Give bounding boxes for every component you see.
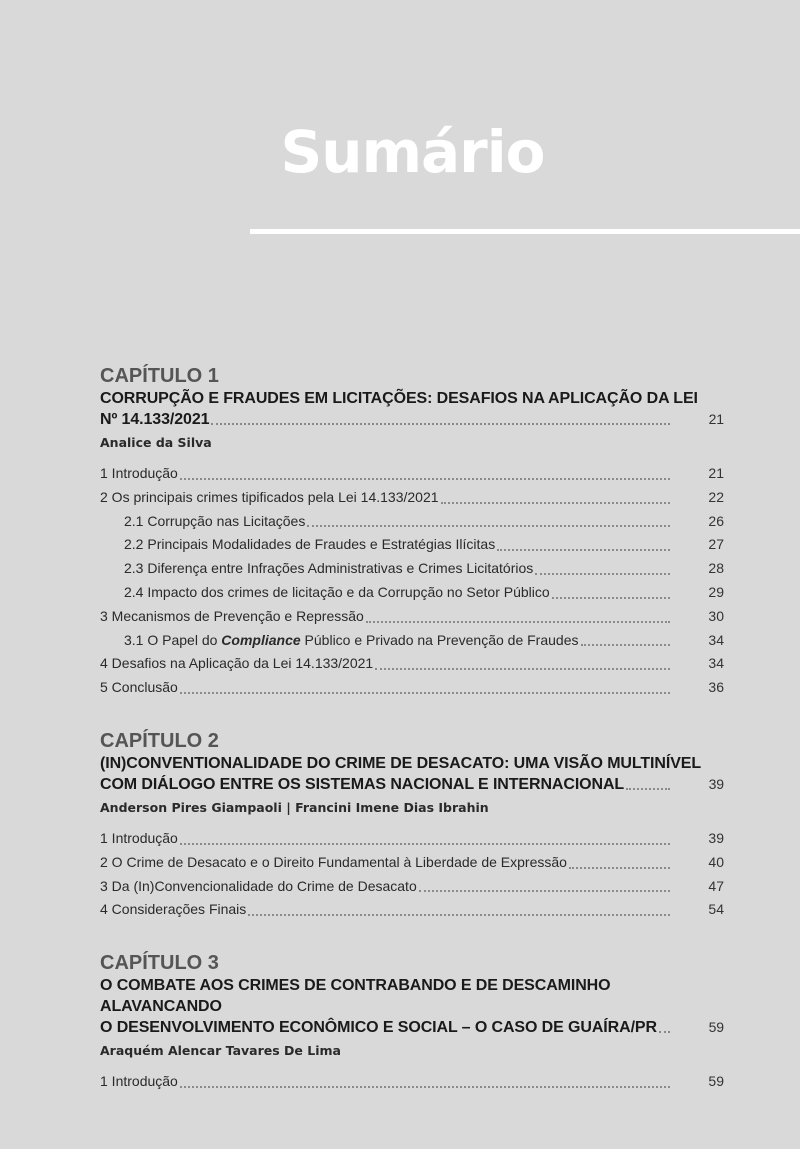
page-number: 34 [708,631,724,648]
leader-dots [626,788,670,790]
toc-entry-text: 3 Da (In)Convencionalidade do Crime de Desacato [100,877,417,894]
table-of-contents [100,364,724,1123]
leader-dots [307,525,670,527]
leader-dots [248,914,670,916]
chapter-2 [100,729,724,922]
leader-dots [180,1086,670,1088]
leader-dots [535,573,670,575]
leader-dots [581,644,671,646]
toc-subentry[interactable] [100,557,724,581]
toc-entry[interactable] [100,1070,724,1094]
toc-entry-text-pre: 3.1 O Papel do [124,631,222,648]
leader-dots [441,502,670,504]
toc-entry[interactable] [100,486,724,510]
toc-subentry[interactable] [100,581,724,605]
toc-subentry[interactable] [100,533,724,557]
chapter-title-continued[interactable] [100,774,724,795]
toc-entry-text: 1 Introdução [100,829,178,846]
leader-dots [180,692,670,694]
toc-entry-text: 2.4 Impacto dos crimes de licitação e da Corrupção no Setor Público [124,583,550,600]
page-number: 59 [708,1019,724,1036]
leader-dots [180,843,670,845]
page-number: 36 [708,679,724,696]
page-title: Sumário [280,118,545,186]
chapter-title[interactable] [100,753,724,774]
toc-entry-text: 2 Os principais crimes tipificados pela Lei 14.133/2021 [100,488,439,505]
toc-entry-text [124,629,579,653]
toc-entry-text: 4 Desafios na Aplicação da Lei 14.133/2021 [100,655,374,672]
chapter-label: CAPÍTULO 2 [100,729,219,752]
toc-subentry[interactable] [100,510,724,534]
toc-entry[interactable] [100,676,724,700]
chapter-title-line: Nº 14.133/2021 [100,411,210,428]
chapter-title-continued[interactable] [100,409,724,430]
chapter-title[interactable] [100,388,724,409]
page-number: 26 [708,512,724,529]
page-number: 21 [708,465,724,481]
chapter-1 [100,364,724,700]
chapter-title-continued[interactable] [100,1017,724,1038]
chapter-title-line: O COMBATE AOS CRIMES DE CONTRABANDO E DE DESCAMINHO ALAVANCANDO [100,977,611,1016]
page-number: 21 [708,411,724,427]
chapter-title-line: O DESENVOLVIMENTO ECONÔMICO E SOCIAL – O CASO DE GUAÍRA/PR [100,1019,657,1037]
toc-entry-text: 2 O Crime de Desacato e o Direito Fundamental à Liberdade de Expressão [100,853,567,870]
chapter-title-line: COM DIÁLOGO ENTRE OS SISTEMAS NACIONAL E INTERNACIONAL [100,775,625,793]
page-number: 59 [708,1073,724,1090]
chapter-authors: Araquém Alencar Tavares De Lima [100,1043,341,1059]
chapter-authors: Analice da Silva [100,435,212,450]
toc-entry[interactable] [100,605,724,629]
toc-subentry[interactable] [100,629,724,653]
leader-dots [419,890,670,892]
toc-entry[interactable] [100,462,724,486]
toc-entry-text: 5 Conclusão [100,679,178,696]
toc-entry-text-post: Público e Privado na Prevenção de Fraudes [300,631,579,648]
toc-entry-text: 1 Introdução [100,465,178,481]
page-number: 39 [708,829,724,846]
leader-dots [659,1031,670,1033]
chapter-label: CAPÍTULO 3 [100,952,219,975]
chapter-authors: Anderson Pires Giampaoli | Francini Imene Dias Ibrahin [100,799,489,815]
leader-dots [211,423,670,425]
leader-dots [497,549,670,551]
chapter-title-line: CORRUPÇÃO E FRAUDES EM LICITAÇÕES: DESAFIOS NA APLICAÇÃO DA LEI [100,390,698,407]
page-number: 39 [708,775,724,792]
page-number: 40 [708,853,724,870]
toc-entry-text: 4 Considerações Finais [100,901,247,918]
toc-entry-text: 2.3 Diferença entre Infrações Administrativas e Crimes Licitatórios [124,560,534,577]
page-number: 29 [708,583,724,600]
leader-dots [552,597,670,599]
toc-entry[interactable] [100,875,724,899]
chapter-title[interactable] [100,975,724,1017]
page-number: 54 [708,901,724,918]
toc-entry[interactable] [100,827,724,851]
page-number: 34 [708,655,724,672]
page-number: 27 [708,536,724,553]
chapter-title-line: (IN)CONVENTIONALIDADE DO CRIME DE DESACATO: UMA VISÃO MULTINÍVEL [100,754,702,772]
toc-entry[interactable] [100,898,724,922]
leader-dots [375,668,670,670]
leader-dots [180,478,670,480]
toc-entry-text: 1 Introdução [100,1073,178,1090]
page-number: 22 [708,488,724,505]
chapter-label: CAPÍTULO 1 [100,365,219,387]
title-underline [250,229,800,234]
leader-dots [569,867,670,869]
page-number: 30 [708,607,724,624]
toc-entry[interactable] [100,851,724,875]
page-number: 28 [708,560,724,577]
leader-dots [366,621,670,623]
toc-entry-emphasis: Compliance [221,631,301,648]
page-number: 47 [708,877,724,894]
toc-entry-text: 2.2 Principais Modalidades de Fraudes e Estratégias Ilícitas [124,536,496,553]
toc-entry-text: 2.1 Corrupção nas Licitações [124,512,306,529]
toc-entry-text: 3 Mecanismos de Prevenção e Repressão [100,607,364,624]
toc-entry[interactable] [100,652,724,676]
chapter-3 [100,951,724,1094]
